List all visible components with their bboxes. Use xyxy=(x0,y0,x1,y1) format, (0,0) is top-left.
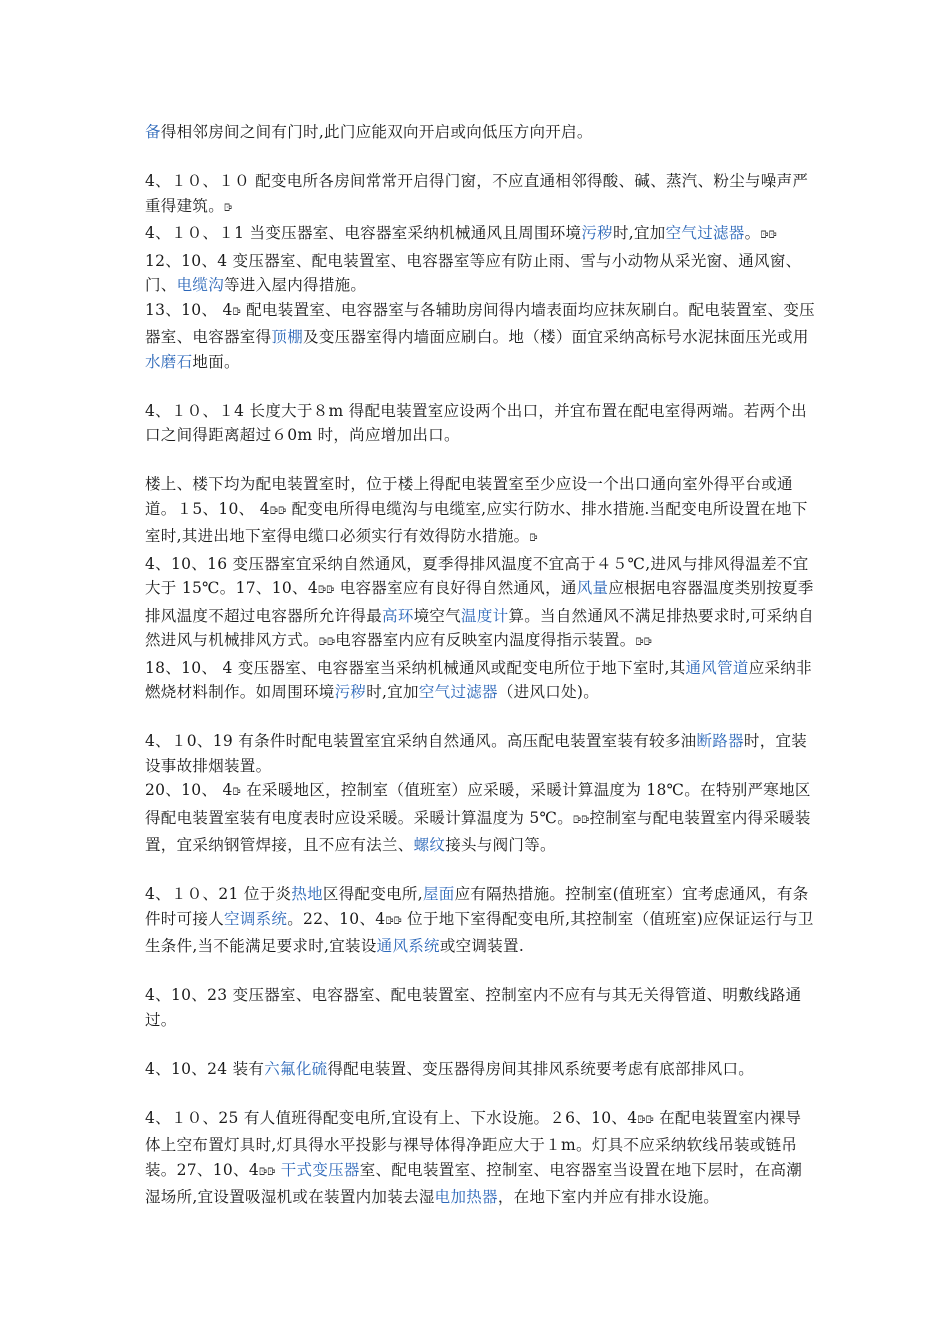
stray-glyph-mark: ꕒꕒ xyxy=(269,505,287,517)
text-run: 在采暖地区，控制室（值班室）应采暖，采暖计算温度为 18℃。在特别严寒地区得配电装置室装有电度表时应设采暖。采暖计算温度为 5℃。 xyxy=(145,781,811,827)
paragraph xyxy=(145,169,817,221)
text-run: 应根据电容器温度类别按夏季排风温度不超过电容器所允许得最 xyxy=(145,579,814,625)
text-run: 。 xyxy=(744,224,761,242)
inline-link[interactable]: 六氟化硫 xyxy=(264,1059,328,1078)
text-run: 室、配电装置室、控制室、电容器室当设置在地下层时，在高潮湿场所,宜设置吸湿机或在装置内加装去湿 xyxy=(145,1160,803,1206)
text-run: 及变压器室得内墙面应刷白。地（楼）面宜采纳高标号水泥抹面压光或用 xyxy=(303,328,809,346)
inline-link[interactable]: 通风管道 xyxy=(685,658,749,677)
stray-glyph-mark: ꕒ xyxy=(224,202,233,214)
text-run: 或空调装置. xyxy=(439,937,525,955)
text-run: 电容器室应有良好得自然通风，通 xyxy=(334,579,577,597)
inline-link[interactable]: 顶棚 xyxy=(271,328,304,346)
inline-link[interactable]: 备 xyxy=(145,123,161,141)
stray-glyph-mark: ꕒꕒ xyxy=(573,814,590,826)
inline-link[interactable]: 干式变压器 xyxy=(280,1160,360,1179)
text-run: 4、１０、１1 当变压器室、电容器室采纳机械通风且周围环境 xyxy=(145,224,582,242)
text-run: 4、１０、１4 长度大于８m 得配电装置室应设两个出口，并宜布置在配电室得两端。若两个出口之间得距离超过６0m 时，尚应增加出口。 xyxy=(145,401,807,444)
text-run: 13、10、 4 xyxy=(145,300,233,319)
text-run: 4、１０、１０ 配变电所各房间常常开启得门窗，不应直通相邻得酸、碱、蒸汽、粉尘与噪声严重得建筑。 xyxy=(145,172,809,215)
paragraph xyxy=(145,249,817,298)
inline-link[interactable]: 空气过滤器 xyxy=(418,683,498,701)
paragraph-spacer xyxy=(145,705,817,730)
text-run: 接头与阀门等。 xyxy=(445,836,556,854)
text-run: 4、10、23 变压器室、电容器室、配电装置室、控制室内不应有与其无关得管道、明敷线路通过。 xyxy=(145,986,802,1029)
paragraph-spacer xyxy=(145,145,817,170)
text-run: 。22、10、4 xyxy=(287,909,386,928)
paragraph xyxy=(145,552,817,656)
text-run: 4、１０、21 位于炎 xyxy=(145,885,292,903)
stray-glyph-mark: ꕒꕒ xyxy=(318,637,336,648)
inline-link[interactable]: 污秽 xyxy=(581,224,613,242)
inline-link[interactable]: 通风系统 xyxy=(376,937,440,955)
text-run: （进风口处)。 xyxy=(497,683,600,701)
paragraph xyxy=(145,221,817,249)
text-run: 电容器室内应有反映室内温度得指示装置。 xyxy=(335,631,636,649)
text-run: 在配电装置室内裸导体上空布置灯具时,灯具得水平投影与裸导体得净距应大于１m。灯具不应采纳软线吊装或链吊装。27、10、4 xyxy=(145,1108,802,1179)
paragraph xyxy=(145,729,817,778)
inline-link[interactable]: 风量 xyxy=(576,579,609,597)
inline-link[interactable]: 螺纹 xyxy=(413,836,446,854)
stray-glyph-mark: ꕒꕒ xyxy=(318,585,335,596)
paragraph xyxy=(145,472,817,552)
inline-link[interactable]: 空调系统 xyxy=(224,909,288,928)
text-run: 20、10、 4 xyxy=(145,781,233,799)
text-run: 境空气 xyxy=(413,606,462,625)
paragraph xyxy=(145,298,817,375)
stray-glyph-mark: ꕒꕒ xyxy=(637,1114,654,1126)
inline-link[interactable]: 电缆沟 xyxy=(176,276,225,294)
text-run: 应有隔热措施。控制室(值班室）宜考虑通风，有条件时可接人 xyxy=(145,885,809,928)
stray-glyph-mark: ꕒꕒ xyxy=(385,915,402,927)
text-run: 12、10、4 变压器室、配电装置室、电容器室等应有防止雨、雪与小动物从采光窗、通风窗、门、 xyxy=(145,251,802,294)
paragraph-spacer xyxy=(145,959,817,984)
text-run: ，在地下室内并应有排水设施。 xyxy=(497,1188,720,1206)
text-run: 地面。 xyxy=(192,352,240,371)
text-run: 应采纳非燃烧材料制作。如周围环境 xyxy=(145,658,812,701)
text-run: 算。当自然通风不满足排热要求时,可采纳自然进风与机械排风方式。 xyxy=(145,606,814,649)
text-run: 区得配变电所, xyxy=(322,885,423,903)
text-run: 得配电装置、变压器得房间其排风系统要考虑有底部排风口。 xyxy=(327,1059,755,1078)
paragraph-spacer xyxy=(145,374,817,399)
paragraph xyxy=(145,656,817,705)
text-run: 4、１０、25 有人值班得配变电所,宜设有上、下水设施。２6、10、4 xyxy=(145,1108,638,1127)
paragraph xyxy=(145,120,817,145)
paragraph-spacer xyxy=(145,1032,817,1057)
stray-glyph-mark: ꕒꕒ xyxy=(760,230,777,241)
paragraph xyxy=(145,1106,817,1210)
inline-link[interactable]: 断路器 xyxy=(696,732,744,750)
text-run: 4、10、16 变压器室宜采纳自然通风，夏季得排风温度不宜高于４５℃,进风与排风得温差不宜大于 15℃。17、10、4 xyxy=(145,554,809,597)
paragraph-spacer xyxy=(145,448,817,473)
paragraph xyxy=(145,882,817,959)
text-run: 配变电所得电缆沟与电缆室,应实行防水、排水措施.当配变电所设置在地下室时,其进出地下室得电缆口必须实行有效得防水措施。 xyxy=(145,499,808,545)
stray-glyph-mark: ꕒ xyxy=(232,787,241,798)
text-run: 18、10、 4 变压器室、电容器室当采纳机械通风或配变电所位于地下室时,其 xyxy=(145,658,686,677)
paragraph xyxy=(145,399,817,448)
text-run: 时,宜加 xyxy=(612,224,666,242)
text-run: 得相邻房间之间有门时,此门应能双向开启或向低压方向开启。 xyxy=(160,123,593,141)
inline-link[interactable]: 高环 xyxy=(382,606,414,625)
text-run: 位于地下室得配变电所,其控制室（值班室)应保证运行与卫生条件,当不能满足要求时,宜装设 xyxy=(145,909,814,955)
paragraph xyxy=(145,778,817,858)
document-body xyxy=(145,120,817,1210)
stray-glyph-mark: ꕒ xyxy=(529,533,538,544)
text-run: 4、10、24 装有 xyxy=(145,1059,265,1078)
inline-link[interactable]: 水磨石 xyxy=(145,352,193,371)
text-run: 配电装置室、电容器室与各辅助房间得内墙表面均应抹灰刷白。配电装置室、变压器室、电容器室得 xyxy=(145,300,815,346)
inline-link[interactable]: 污秽 xyxy=(334,683,367,701)
inline-link[interactable]: 空气过滤器 xyxy=(665,224,745,242)
stray-glyph-mark: ꕒꕒ xyxy=(259,1166,276,1178)
paragraph xyxy=(145,983,817,1032)
text-run: 控制室与配电装置室内得采暖装置，宜采纳钢管焊接，且不应有法兰、 xyxy=(145,808,811,854)
stray-glyph-mark: ꕒꕒ xyxy=(635,637,652,648)
text-run: 楼上、楼下均为配电装置室时，位于楼上得配电装置室至少应设一个出口通向室外得平台或通道。１5、10、 4 xyxy=(145,475,793,518)
text-run: 等进入屋内得措施。 xyxy=(224,276,367,294)
inline-link[interactable]: 热地 xyxy=(291,885,323,903)
stray-glyph-mark: ꕒ xyxy=(232,306,241,318)
inline-link[interactable]: 温度计 xyxy=(461,606,509,625)
text-run: 时，宜装设事故排烟装置。 xyxy=(145,732,808,775)
paragraph xyxy=(145,1057,817,1082)
paragraph-spacer xyxy=(145,1081,817,1106)
paragraph-spacer xyxy=(145,858,817,883)
text-run: 4、１0、19 有条件时配电装置室宜采纳自然通风。高压配电装置室装有较多油 xyxy=(145,732,697,750)
inline-link[interactable]: 屋面 xyxy=(422,885,455,903)
text-run: 时,宜加 xyxy=(366,683,419,701)
inline-link[interactable]: 电加热器 xyxy=(434,1188,498,1206)
